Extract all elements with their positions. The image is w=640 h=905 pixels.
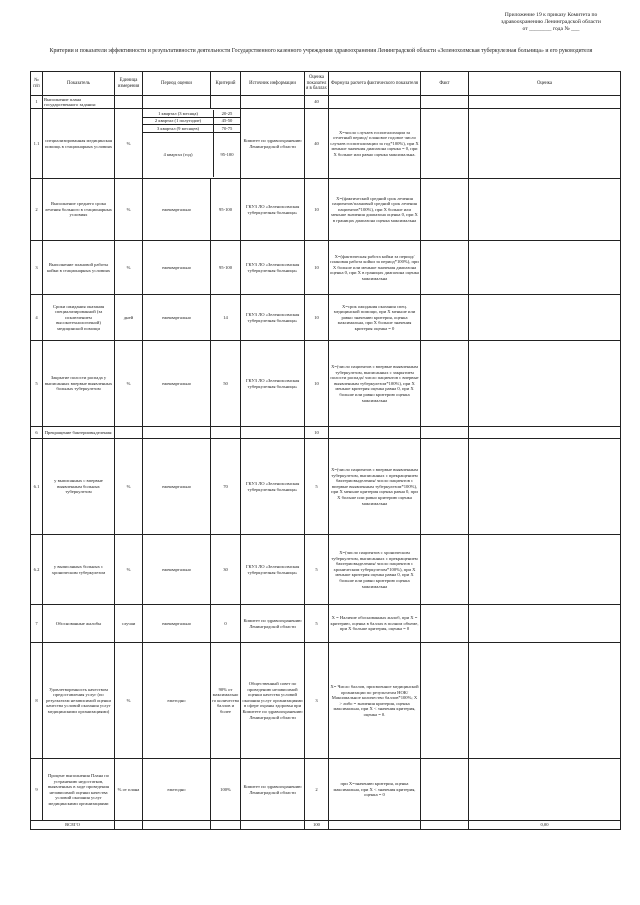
header-fact: Факт (421, 72, 469, 96)
row-num: 6 (31, 427, 43, 439)
row-criterion: 0 (211, 605, 241, 643)
total-label: ВСЕГО (31, 821, 115, 830)
period-q3: 3 квартал (9 месяцев) (143, 125, 214, 133)
criteria-table (30, 71, 621, 830)
row-indicator: Выполнение плановой работы койки в стационарных условиях (43, 241, 115, 295)
row-formula: Х=число случаев госпитализации за отчетный период/ плановое годовое число случаев госпитализации за год*100%), при Х меньше значения диапазона оценка = 0, при Х больше или равно оценка максимальна. (329, 109, 421, 179)
row-score: 10 (305, 295, 329, 341)
row-formula: при Х=значению критерия, оценка максимальна, при Х < значения критерия, оценка = 0 (329, 759, 421, 821)
table-row (31, 341, 621, 427)
row-criterion: 90% от максимального количества баллов и более (211, 643, 241, 759)
row-num: 1.1 (31, 109, 43, 179)
row-criterion: 14 (211, 295, 241, 341)
header-source: Источник информации (241, 72, 305, 96)
row-unit: % (115, 109, 143, 179)
row-formula: Х=(число пациентов с хроническим туберкулезом, выписанных с прекращением бактериовыделения/ число пациентов с хроническим туберкулезом*100%), при Х меньше критерия оценка равна 0, при Х больше или равно критерию оценка максимальна (329, 535, 421, 605)
row-num: 6.2 (31, 535, 43, 605)
table-row (31, 535, 621, 605)
row-score: 10 (305, 341, 329, 427)
row-score: 10 (305, 427, 329, 439)
period-q4: 4 квартал (год) (143, 132, 214, 177)
row-criterion: 30 (211, 535, 241, 605)
row-formula: Х=(число пациентов с впервые выявленным туберкулезом, выписанных с прекращением бактериовыделения/ число пациентов с впервые выявленным туберкулезом*100%), при Х меньше критерия оценка равна 0, при Х больше или равно критерию оценка максимальна (329, 439, 421, 535)
row-unit: % (115, 535, 143, 605)
row-indicator: Удовлетворенность качеством предоставления услуг (по результатам независимой оценки качества условий оказания услуг медицинскими организациями) (43, 643, 115, 759)
row-formula: Х=(фактический средний срок лечения пациентов/плановый средний срок лечения пациентов*100%), при Х больше или меньше значения диапазона оценка 0, при Х в границах диапазона оценка максимальна (329, 179, 421, 241)
row-num: 4 (31, 295, 43, 341)
row-criterion: 50 (211, 341, 241, 427)
header-num: № п/п (31, 72, 43, 96)
table-row (31, 109, 621, 179)
table-row (31, 643, 621, 759)
row-indicator: специализированная медицинская помощь в стационарных условиях (43, 109, 115, 179)
table-row (31, 179, 621, 241)
criterion-q3: 70-75 (214, 125, 241, 133)
row-indicator: Закрытие полости распада у выписанных впервые выявленных больных туберкулезом (43, 341, 115, 427)
table-row (31, 439, 621, 535)
period-q1: 1 квартал (3 месяца) (143, 110, 214, 117)
row-indicator: у выписанных с впервые выявленным больных туберкулезом (43, 439, 115, 535)
row-unit: дней (115, 295, 143, 341)
row-unit: % (115, 179, 143, 241)
row-indicator: Процент выполнения Плана по устранению недостатков, выявленных в ходе проведения независимой оценки качества условий оказания услуг медицинскими организациями (43, 759, 115, 821)
row-source: ГКУЗ ЛО «Зеленохолмская туберкулезная больница» (241, 295, 305, 341)
row-indicator: Выполнение среднего срока лечения больного в стационарных условиях (43, 179, 115, 241)
row-formula: Х=(фактическая работа койки за период/плановая работа койки за период*100%), при Х больше или меньше значения диапазона оценка 0, при Х в границах диапазона оценка максимальна (329, 241, 421, 295)
row-period: ежеквартально (143, 605, 211, 643)
row-num: 9 (31, 759, 43, 821)
row-period: ежеквартально (143, 439, 211, 535)
row-num: 8 (31, 643, 43, 759)
row-period: ежеквартально (143, 295, 211, 341)
row-num: 3 (31, 241, 43, 295)
table-header-row (31, 72, 621, 96)
row-criterion: 95-100 (211, 179, 241, 241)
criterion-q2: 45-50 (214, 117, 241, 125)
row-score: 2 (305, 759, 329, 821)
table-row (31, 295, 621, 341)
row-period: ежегодно (143, 643, 211, 759)
table-row (31, 96, 621, 109)
row-source: ГКУЗ ЛО «Зеленохолмская туберкулезная больница» (241, 241, 305, 295)
row-indicator: у выписанных больных с хроническим туберкулезом (43, 535, 115, 605)
row-unit: % от плана (115, 759, 143, 821)
table-row (31, 241, 621, 295)
row-formula: Х=срок ожидания оказания спец. медицинской помощи, при Х меньше или равно значению критерия, оценка максимальна, при Х больше значения критерия оценка = 0 (329, 295, 421, 341)
row-period: ежеквартально (143, 179, 211, 241)
criterion-q4: 95-100 (220, 152, 234, 158)
row-source: ГКУЗ ЛО «Зеленохолмская туберкулезная больница» (241, 179, 305, 241)
criterion-q1: 20-25 (214, 110, 241, 117)
row-unit: случаи (115, 605, 143, 643)
row-unit: % (115, 241, 143, 295)
row-unit: % (115, 341, 143, 427)
row-source: ГКУЗ ЛО «Зеленохолмская туберкулезная больница» (241, 341, 305, 427)
header-evaluation: Оценка (469, 72, 621, 96)
row-criterion: 70 (211, 439, 241, 535)
table-row (31, 427, 621, 439)
row-source: Комитет по здравоохранению Ленинградской области (241, 605, 305, 643)
header-unit: Единица измерения (115, 72, 143, 96)
row-source: Общественный совет по проведению независимой оценки качества условий оказания услуг организациями в сфере охраны здоровья при Комитете по здравоохранению Ленинградской области (241, 643, 305, 759)
row-period: ежеквартально (143, 341, 211, 427)
row-source: ГКУЗ ЛО «Зеленохолмская туберкулезная больница» (241, 439, 305, 535)
header-score: Оценка показателя в баллах (305, 72, 329, 96)
row-period: ежеквартально (143, 241, 211, 295)
header-period: Период оценки (143, 72, 211, 96)
table-row (31, 759, 621, 821)
total-evaluation: 0,00 (469, 821, 621, 830)
row-score: 3 (305, 643, 329, 759)
row-formula: Х=(число пациентов с впервые выявленным туберкулезом, выписанных с закрытием полости распада/ число пациентов с впервые выявленным туберкулезом*100%), при Х меньше критерия оценка равна 0, при Х больше или равно критерию оценка максимальна (329, 341, 421, 427)
total-score: 100 (305, 821, 329, 830)
row-indicator: Обоснованные жалобы (43, 605, 115, 643)
row-period: ежегодно (143, 759, 211, 821)
appendix-header (476, 12, 626, 33)
row-criterion: 95-100 (211, 241, 241, 295)
row-score: 5 (305, 439, 329, 535)
row-indicator: Прекращение бактериовыделения: (43, 427, 115, 439)
row-num: 7 (31, 605, 43, 643)
row-num: 2 (31, 179, 43, 241)
row-period: ежеквартально (143, 535, 211, 605)
row-source: Комитет по здравоохранению Ленинградской области (241, 109, 305, 179)
header-formula: Формула расчета фактического показателя (329, 72, 421, 96)
row-indicator: Сроки ожидания оказания специализированной (за исключением высокотехнологичной) медицинской помощи (43, 295, 115, 341)
row-unit: % (115, 439, 143, 535)
total-row (31, 821, 621, 830)
appendix-line-3: от ________ года № ___ (522, 26, 580, 32)
row-score: 10 (305, 241, 329, 295)
row-formula: Х= Число баллов, присвоенное медицинской организации по результатам НОК/Максимальное количество баллов*100%; Х > либо = значения критерия, оценка максимальна, при Х < значения критерия, оценка = 0. (329, 643, 421, 759)
row-indicator: Выполнение плана государственного задания: (43, 96, 115, 109)
header-criterion: Критерий (211, 72, 241, 96)
row-formula: Х = Наличие обоснованных жалоб, при Х = критерию, оценка в баллах в полном объеме, при Х больше критерия, оценка = 0 (329, 605, 421, 643)
row-score: 40 (305, 96, 329, 109)
row-num: 5 (31, 341, 43, 427)
period-q2: 2 квартал (1 полугодие) (143, 117, 214, 125)
row-source: ГКУЗ ЛО «Зеленохолмская туберкулезная больница» (241, 535, 305, 605)
row-score: 5 (305, 535, 329, 605)
appendix-line-1: Приложение 19 к приказу Комитета по (504, 12, 598, 18)
row-unit: % (115, 643, 143, 759)
row-criterion: 100% (211, 759, 241, 821)
row-source: Комитет по здравоохранению Ленинградской области (241, 759, 305, 821)
header-indicator: Показатель (43, 72, 115, 96)
row-score: 10 (305, 179, 329, 241)
row-num: 6.1 (31, 439, 43, 535)
table-row (31, 605, 621, 643)
row-score: 40 (305, 109, 329, 179)
row-score: 5 (305, 605, 329, 643)
document-title: Критерии и показатели эффективности и результативности деятельности Государственного казенного учреждения здравоохранения Ленинградской области «Зеленохолмская туберкулезная больница» и его руководителя (49, 48, 593, 54)
period-criterion-subtable (143, 109, 241, 179)
row-num: 1 (31, 96, 43, 109)
appendix-line-2: здравоохранению Ленинградской области (501, 19, 601, 25)
